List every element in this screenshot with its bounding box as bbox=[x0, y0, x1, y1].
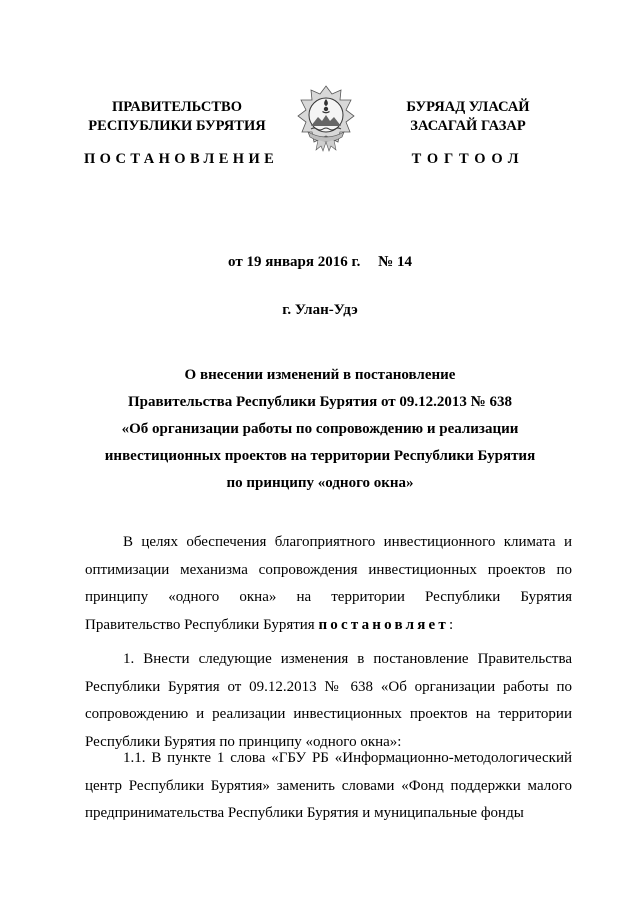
preamble-verb: постановляет bbox=[318, 616, 449, 633]
preamble-text: В целях обеспечения благоприятного инвестиционного климата и оптимизации механизма сопровождения инвестиционных проектов по принципу «одного окна» на территории Республики Бурятия Правительство Республики Бурятия bbox=[85, 534, 572, 633]
title-line-5: по принципу «одного окна» bbox=[226, 475, 414, 491]
header-left-block bbox=[84, 98, 279, 169]
date-line bbox=[60, 254, 580, 271]
title-line-3: «Об организации работы по сопровождению и реализации bbox=[121, 421, 519, 437]
item-1-1-paragraph bbox=[85, 745, 572, 828]
document-city: г. Улан-Удэ bbox=[282, 302, 358, 318]
item-1-1-text: 1.1. В пункте 1 слова «ГБУ РБ «Информационно-методологический центр Республики Бурятия» заменить словами «Фонд поддержки малого предпринимательства Республики Бурятия и муниципальные фонды bbox=[85, 750, 572, 821]
document-date: от 19 января 2016 г. bbox=[228, 254, 361, 270]
document-title bbox=[60, 362, 580, 497]
title-line-4: инвестиционных проектов на территории Республики Бурятия bbox=[104, 448, 536, 464]
header-right-line2: ЗАСАГАЙ ГАЗАР bbox=[410, 118, 526, 134]
document-number: № 14 bbox=[378, 254, 412, 270]
title-line-1: О внесении изменений в постановление bbox=[184, 367, 456, 383]
item-1-text: 1. Внести следующие изменения в постановление Правительства Республики Бурятия от 09.12.2013 № 638 «Об организации работы по сопровождению и реализации инвестиционных проектов на территории Республики Бурятия по принципу «одного окна»: bbox=[85, 651, 572, 750]
buryatia-coat-of-arms-icon bbox=[296, 84, 356, 154]
title-line-2: Правительства Республики Бурятия от 09.12.2013 № 638 bbox=[127, 394, 512, 410]
header-right-line1: БУРЯАД УЛАСАЙ bbox=[406, 99, 530, 115]
preamble-paragraph bbox=[85, 529, 572, 639]
header-left-line2: РЕСПУБЛИКИ БУРЯТИЯ bbox=[88, 118, 266, 134]
item-1-paragraph bbox=[85, 646, 572, 756]
header-left-doc-type: ПОСТАНОВЛЕНИЕ bbox=[84, 151, 279, 167]
preamble-end: : bbox=[448, 616, 454, 633]
header-right-block bbox=[380, 98, 556, 169]
header-left-line1: ПРАВИТЕЛЬСТВО bbox=[112, 99, 242, 115]
header-right-doc-type: ТОГТООЛ bbox=[411, 151, 525, 167]
